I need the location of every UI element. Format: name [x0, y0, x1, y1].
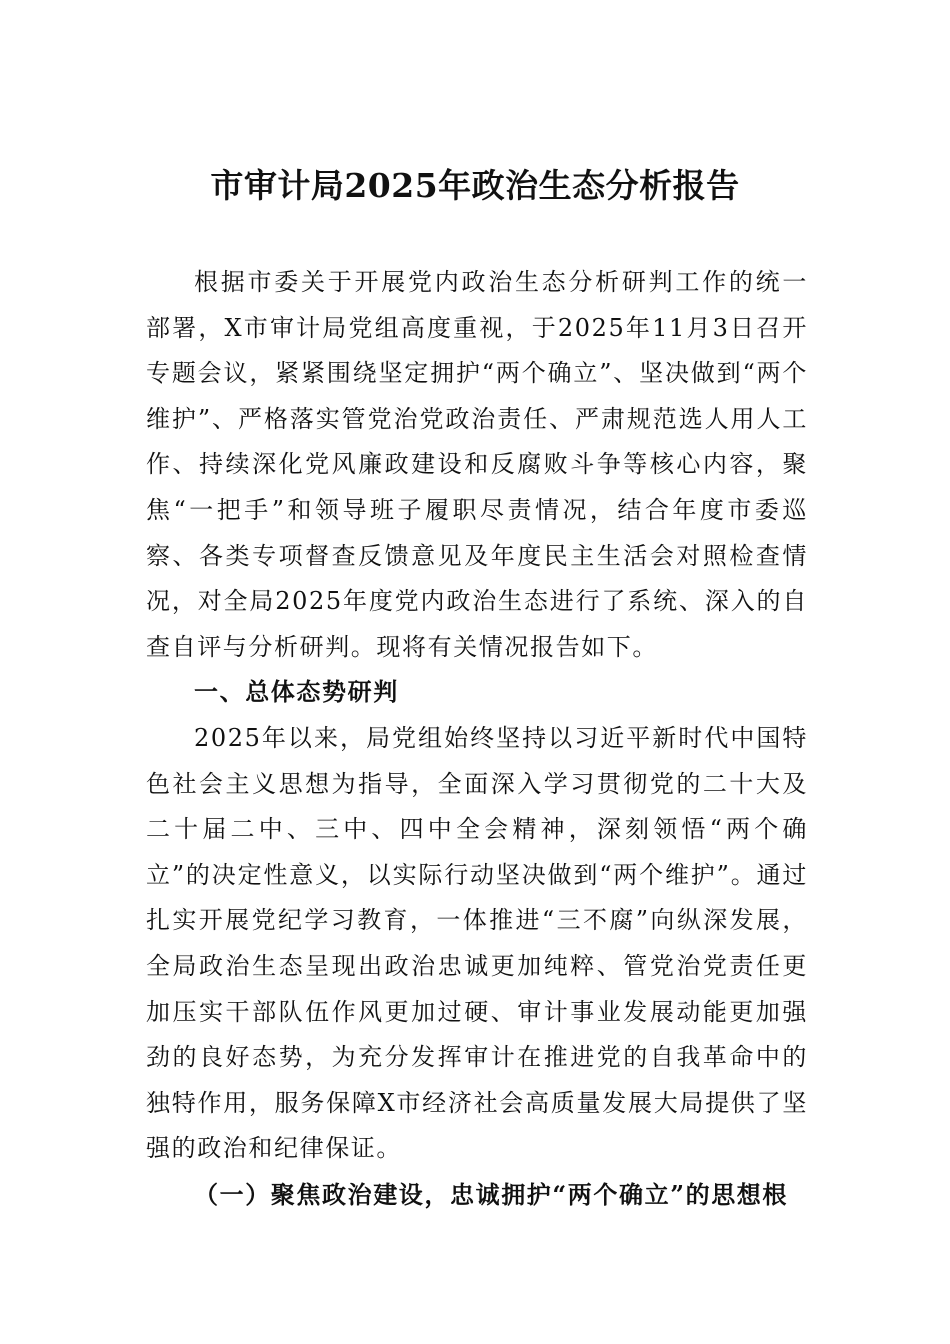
section-paragraph: 2025年以来，局党组始终坚持以习近平新时代中国特色社会主义思想为指导，全面深入学习贯彻党的二十大及二十届二中、三中、四中全会精神，深刻领悟“两个确立”的决定性意义，以实际行动坚决做到“两个维护”。通过扎实开展党纪学习教育，一体推进“三不腐”向纵深发展，全局政治生态呈现出政治忠诚更加纯粹、管党治党责任更加压实干部队伍作风更加过硬、审计事业发展动能更加强劲的良好态势，为充分发挥审计在推进党的自我革命中的独特作用，服务保障X市经济社会高质量发展大局提供了坚强的政治和纪律保证。	[146, 723, 808, 1163]
intro-paragraph: 根据市委关于开展党内政治生态分析研判工作的统一部署，X市审计局党组高度重视，于2025年11月3日召开专题会议，紧紧围绕坚定拥护“两个确立”、坚决做到“两个维护”、严格落实管党治党政治责任、严肃规范选人用人工作、持续深化党风廉政建设和反腐败斗争等核心内容，聚焦“一把手”和领导班子履职尽责情况，结合年度市委巡察、各类专项督查反馈意见及年度民主生活会对照检查情况，对全局2025年度党内政治生态进行了系统、深入的自查自评与分析研判。现将有关情况报告如下。	[146, 268, 808, 661]
section-heading: 一、总体态势研判	[194, 678, 399, 707]
subsection-heading: （一）聚焦政治建设，忠诚拥护“两个确立”的思想根	[194, 1179, 789, 1209]
document-body	[146, 260, 808, 1217]
document-title: 市审计局2025年政治生态分析报告	[210, 166, 740, 205]
